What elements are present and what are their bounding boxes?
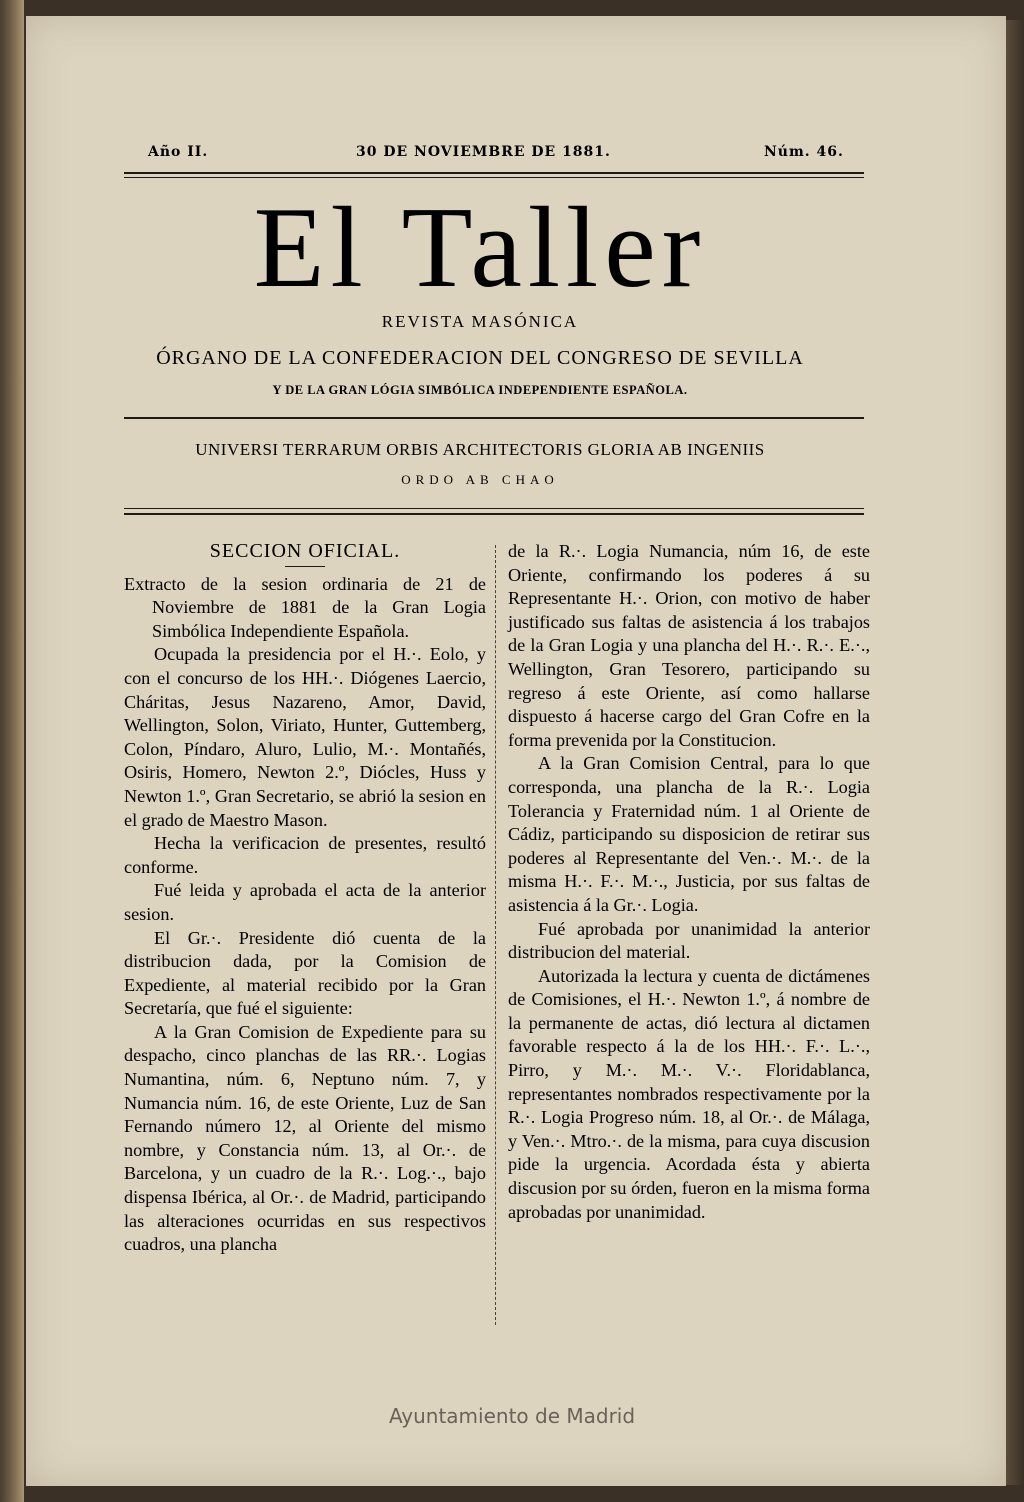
paragraph: Fué leida y aprobada el acta de la anterior sesion. bbox=[124, 880, 486, 924]
masthead-ordo: ORDO AB CHAO bbox=[401, 472, 559, 487]
paragraph: El Gr.·. Presidente dió cuenta de la distribucion dada, por la Comision de Expediente, al material recibido por la Gran Secretaría, que fué el siguiente: bbox=[124, 927, 486, 1019]
book-binding bbox=[0, 0, 24, 1502]
masthead-subtitle: REVISTA MASÓNICA bbox=[381, 312, 579, 331]
paragraph: A la Gran Comision de Expediente para su despacho, cinco planchas de las RR.·. Logias Numantina, núm. 6, Neptuno núm. 7, y Numancia núm. 16, de este Oriente, Luz de San Fernando número 12, al Oriente del mismo nombre, y Constancia núm. 13, al Or.·. de Barcelona, y un cuadro de la R.·. Log.·., bajo dispensa Ibérica, al Or.·. de Madrid, participando las alteraciones ocurridas en sus respectivos cuadros, una plancha bbox=[124, 1021, 486, 1255]
masthead-title: El Taller bbox=[253, 184, 707, 312]
right-column bbox=[508, 540, 870, 1224]
paragraph: de la R.·. Logia Numancia, núm 16, de este Oriente, confirmando los poderes á su Representante H.·. Orion, con motivo de haber justificado sus faltas de asistencia á los trabajos de la Gran Logia y una plancha del H.·. R.·. E.·., Wellington, Gran Tesorero, participando su regreso á este Oriente, así como hallarse dispuesto á hacerse cargo del Gran Cofre en la forma prevenida por la Constitucion. bbox=[508, 541, 870, 750]
issue-date: 30 DE NOVIEMBRE DE 1881. bbox=[356, 144, 611, 160]
masthead-rule bbox=[124, 417, 864, 419]
masthead-logia: Y DE LA GRAN LÓGIA SIMBÓLICA INDEPENDIENTE ESPAÑOLA. bbox=[272, 383, 688, 397]
column-divider bbox=[495, 545, 496, 1325]
paragraph: Hecha la verificacion de presentes, resultó conforme. bbox=[124, 833, 486, 877]
masthead-organ: ÓRGANO DE LA CONFEDERACION DEL CONGRESO DE SEVILLA bbox=[156, 347, 804, 369]
paragraph: Autorizada la lectura y cuenta de dictámenes de Comisiones, el H.·. Newton 1.º, á nombre de la permanente de actas, dió lectura al dictamen favorable respecto á la de los HH.·. F.·. L.·., Pirro, y M.·. M.·. V.·. Floridablanca, representantes nombrados respectivamente por la R.·. Logia Progreso núm. 18, al Or.·. de Málaga, y Ven.·. Mtro.·. de la misma, para cuya discusion pide la urgencia. Acordada ésta y abierta discusion por su órden, fueron en la misma forma aprobadas por unanimidad. bbox=[508, 965, 870, 1222]
header-rule-bottom bbox=[124, 177, 864, 178]
paragraph: A la Gran Comision Central, para lo que corresponda, una plancha de la R.·. Logia Tolerancia y Fraternidad núm. 1 al Oriente de Cádiz, participando su disposicion de retirar sus poderes al Representante del Ven.·. M.·. de la misma H.·. F.·. M.·., Justicia, por sus faltas de asistencia á la Gr.·. Logia. bbox=[508, 753, 870, 915]
masthead-motto: UNIVERSI TERRARUM ORBIS ARCHITECTORIS GLORIA AB INGENIIS bbox=[195, 440, 765, 459]
section-title: SECCION OFICIAL. bbox=[209, 540, 401, 562]
header-rule-top bbox=[124, 172, 864, 174]
paragraph: Extracto de la sesion ordinaria de 21 de Noviembre de 1881 de la Gran Logia Simbólica Independiente Española. bbox=[124, 573, 486, 641]
paragraph: Fué aprobada por unanimidad la anterior distribucion del material. bbox=[508, 918, 870, 963]
body-rule-top bbox=[124, 508, 864, 509]
issue-year: Año II. bbox=[148, 144, 209, 160]
left-column bbox=[124, 540, 486, 1257]
footer-watermark: Ayuntamiento de Madrid bbox=[388, 1404, 636, 1428]
page-edge bbox=[1006, 20, 1024, 1485]
paragraph: Ocupada la presidencia por el H.·. Eolo, y con el concurso de los HH.·. Diógenes Laercio, Cháritas, Jesus Nazareno, Amor, David, Wellington, Solon, Viriato, Hunter, Guttemberg, Colon, Píndaro, Aluro, Lulio, M.·. Montañés, Osiris, Homero, Newton 2.º, Diócles, Huss y Newton 1.º, Gran Secretario, se abrió la sesion en el grado de Maestro Mason. bbox=[124, 644, 486, 830]
body-rule-bottom bbox=[124, 513, 864, 515]
issue-number: Núm. 46. bbox=[764, 144, 844, 160]
section-title-rule bbox=[285, 566, 325, 567]
